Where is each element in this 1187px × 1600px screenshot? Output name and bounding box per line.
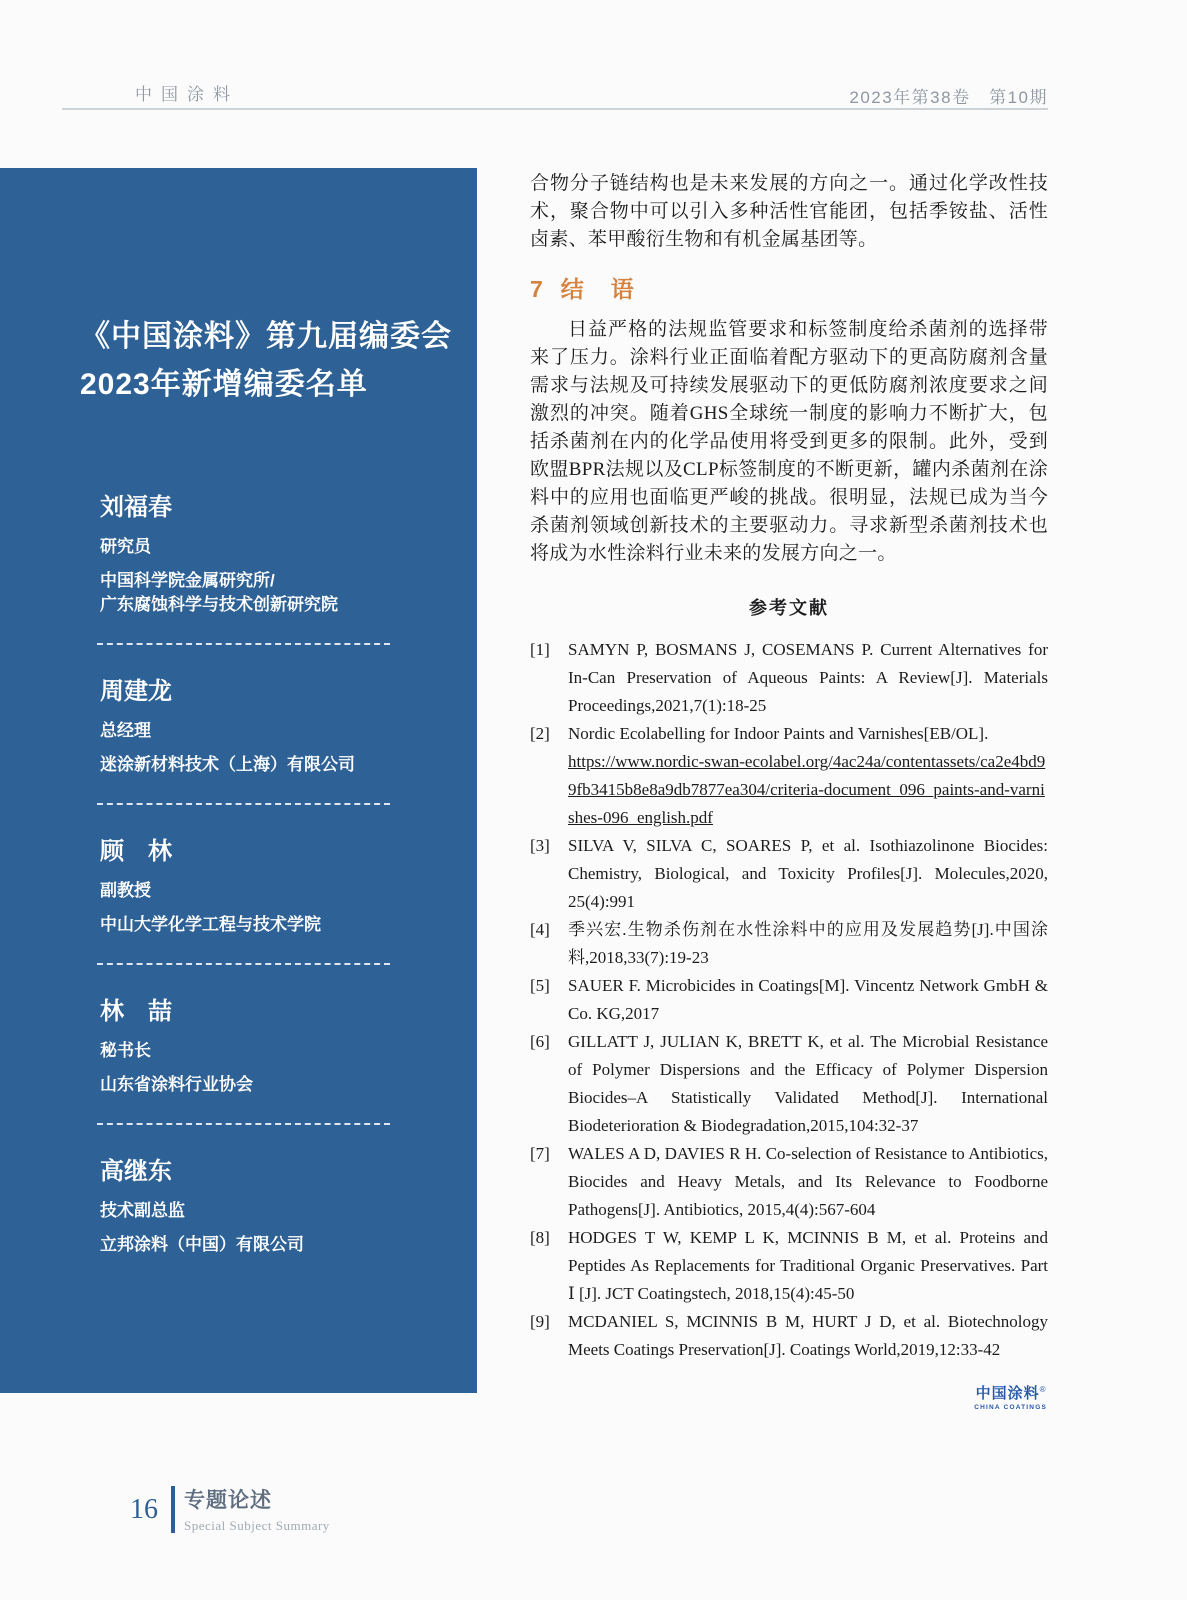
reference-text: WALES A D, DAVIES R H. Co-selection of Resistance to Antibiotics, Biocides and Heavy Metals, and Its Relevance to Foodborne Pathogens[J]. Antibiotics, 2015,4(4):567-604 [568,1144,1048,1219]
section-title: 结 语 [560,276,636,302]
member-affiliation: 广东腐蚀科学与技术创新研究院 [100,595,338,614]
references-heading: 参考文献 [749,598,829,618]
board-member [100,837,417,937]
reference-item [530,1028,1048,1140]
reference-id: [4] [530,920,550,939]
member-role: 总经理 [100,721,151,740]
reference-item [530,720,1048,832]
article-column [530,170,1048,1364]
member-name: 林 喆 [100,998,172,1025]
reference-id: [6] [530,1032,550,1051]
section-heading [530,276,1048,302]
reference-item [530,1224,1048,1308]
reference-item [530,1308,1048,1364]
reference-id: [5] [530,976,550,995]
page-number: 16 [130,1494,158,1525]
reference-id: [3] [530,836,550,855]
conclusion-paragraph: 日益严格的法规监管要求和标签制度给杀菌剂的选择带来了压力。涂料行业正面临着配方驱动下的更高防腐剂含量需求与法规及可持续发展驱动下的更低防腐剂浓度要求之间激烈的冲突。随着GHS全球统一制度的影响力不断扩大，包括杀菌剂在内的化学品使用将受到更多的限制。此外，受到欧盟BPR法规以及CLP标签制度的不断更新，罐内杀菌剂在涂料中的应用也面临更严峻的挑战。很明显，法规已成为当今杀菌剂领域创新技术的主要驱动力。寻求新型杀菌剂技术也将成为水性涂料行业未来的发展方向之一。 [530,319,1048,564]
board-member [100,677,417,777]
member-affiliation: 山东省涂料行业协会 [100,1075,253,1094]
reference-text: 季兴宏.生物杀伤剂在水性涂料中的应用及发展趋势[J].中国涂料,2018,33(7):19-23 [568,920,1048,967]
reference-text: SAMYN P, BOSMANS J, COSEMANS P. Current Alternatives for In-Can Preservation of Aqueous Paints: A Review[J]. Materials Proceedings,2021,7(1):18-25 [568,640,1048,715]
member-affiliation: 立邦涂料（中国）有限公司 [100,1235,304,1254]
reference-text: Nordic Ecolabelling for Indoor Paints and Varnishes[EB/OL]. https://www.nordic-swan-ecolabel.org/4ac24a/contentassets/ca2e4bd99fb3415b8e8a9db7877ea304/criteria-document_096_paints-and-varnishes-096_english.pdf [568,720,1048,832]
logo-name-cn: 中国涂料 [975,1385,1040,1402]
reference-item [530,1140,1048,1224]
reference-text: SILVA V, SILVA C, SOARES P, et al. Isothiazolinone Biocides: Chemistry, Biological, and Toxicity Profiles[J]. Molecules,2020, 25(4):991 [568,836,1048,911]
member-name: 刘福春 [100,494,172,521]
member-role: 技术副总监 [100,1201,185,1220]
member-affiliation: 中山大学化学工程与技术学院 [100,915,321,934]
intro-paragraph: 合物分子链结构也是未来发展的方向之一。通过化学改性技术，聚合物中可以引入多种活性官能团，包括季铵盐、活性卤素、苯甲酸衍生物和有机金属基团等。 [530,173,1048,250]
logo-name-en: CHINA COATINGS [974,1404,1047,1411]
reference-text: MCDANIEL S, MCINNIS B M, HURT J D, et al. Biotechnology Meets Coatings Preservation[J]. Coatings World,2019,12:33-42 [568,1312,1048,1359]
member-role: 副教授 [100,881,151,900]
member-name: 高继东 [100,1158,172,1185]
board-member [100,493,417,617]
section-number: 7 [530,276,545,302]
member-divider [97,643,390,645]
page-footer [130,1484,330,1534]
member-name: 周建龙 [100,678,172,705]
member-divider [97,1123,390,1125]
member-affiliation: 迷涂新材料技术（上海）有限公司 [100,755,355,774]
board-title-line1: 《中国涂料》第九届编委会 [80,320,452,353]
member-affiliation: 中国科学院金属研究所/ [100,571,275,590]
reference-item [530,636,1048,720]
board-title [80,313,452,409]
registered-mark-icon: ® [1039,1385,1046,1394]
column-title-en: Special Subject Summary [184,1518,330,1533]
reference-text: HODGES T W, KEMP L K, MCINNIS B M, et al. Proteins and Peptides As Replacements for Traditional Organic Preservatives. Part Ⅰ [J]. JCT Coatingstech, 2018,15(4):45-50 [568,1228,1048,1303]
header-issue: 2023年第38卷 第10期 [849,88,1048,107]
reference-id: [8] [530,1228,550,1247]
member-divider [97,803,390,805]
header-journal-name: 中国涂料 [135,85,239,104]
member-divider [97,963,390,965]
column-title-cn: 专题论述 [184,1489,272,1512]
board-title-line2: 2023年新增编委名单 [80,368,368,401]
member-role: 研究员 [100,537,151,556]
reference-id: [9] [530,1312,550,1331]
reference-id: [2] [530,724,550,743]
member-name: 顾 林 [100,838,172,865]
member-role: 秘书长 [100,1041,151,1060]
footer-divider-bar [171,1486,175,1533]
reference-item [530,832,1048,916]
reference-text: SAUER F. Microbicides in Coatings[M]. Vincentz Network GmbH & Co. KG,2017 [568,976,1048,1023]
reference-url-link[interactable]: https://www.nordic-swan-ecolabel.org/4ac24a/contentassets/ca2e4bd99fb3415b8e8a9db7877ea304/criteria-document_096_paints-and-varnishes-096_english.pdf [568,752,1046,827]
board-member [100,997,417,1097]
reference-item [530,972,1048,1028]
footer-column-block [184,1484,330,1534]
reference-id: [7] [530,1144,550,1163]
reference-id: [1] [530,640,550,659]
reference-text: GILLATT J, JULIAN K, BRETT K, et al. The Microbial Resistance of Polymer Dispersions and the Efficacy of Polymer Dispersion Biocides–A Statistically Validated Method[J]. International Biodeterioration & Biodegradation,2015,104:32-37 [568,1032,1048,1135]
header-divider [62,108,1048,110]
china-coatings-logo [974,1386,1047,1412]
editorial-board-panel [0,168,477,1393]
board-member [100,1157,417,1257]
reference-item [530,916,1048,972]
